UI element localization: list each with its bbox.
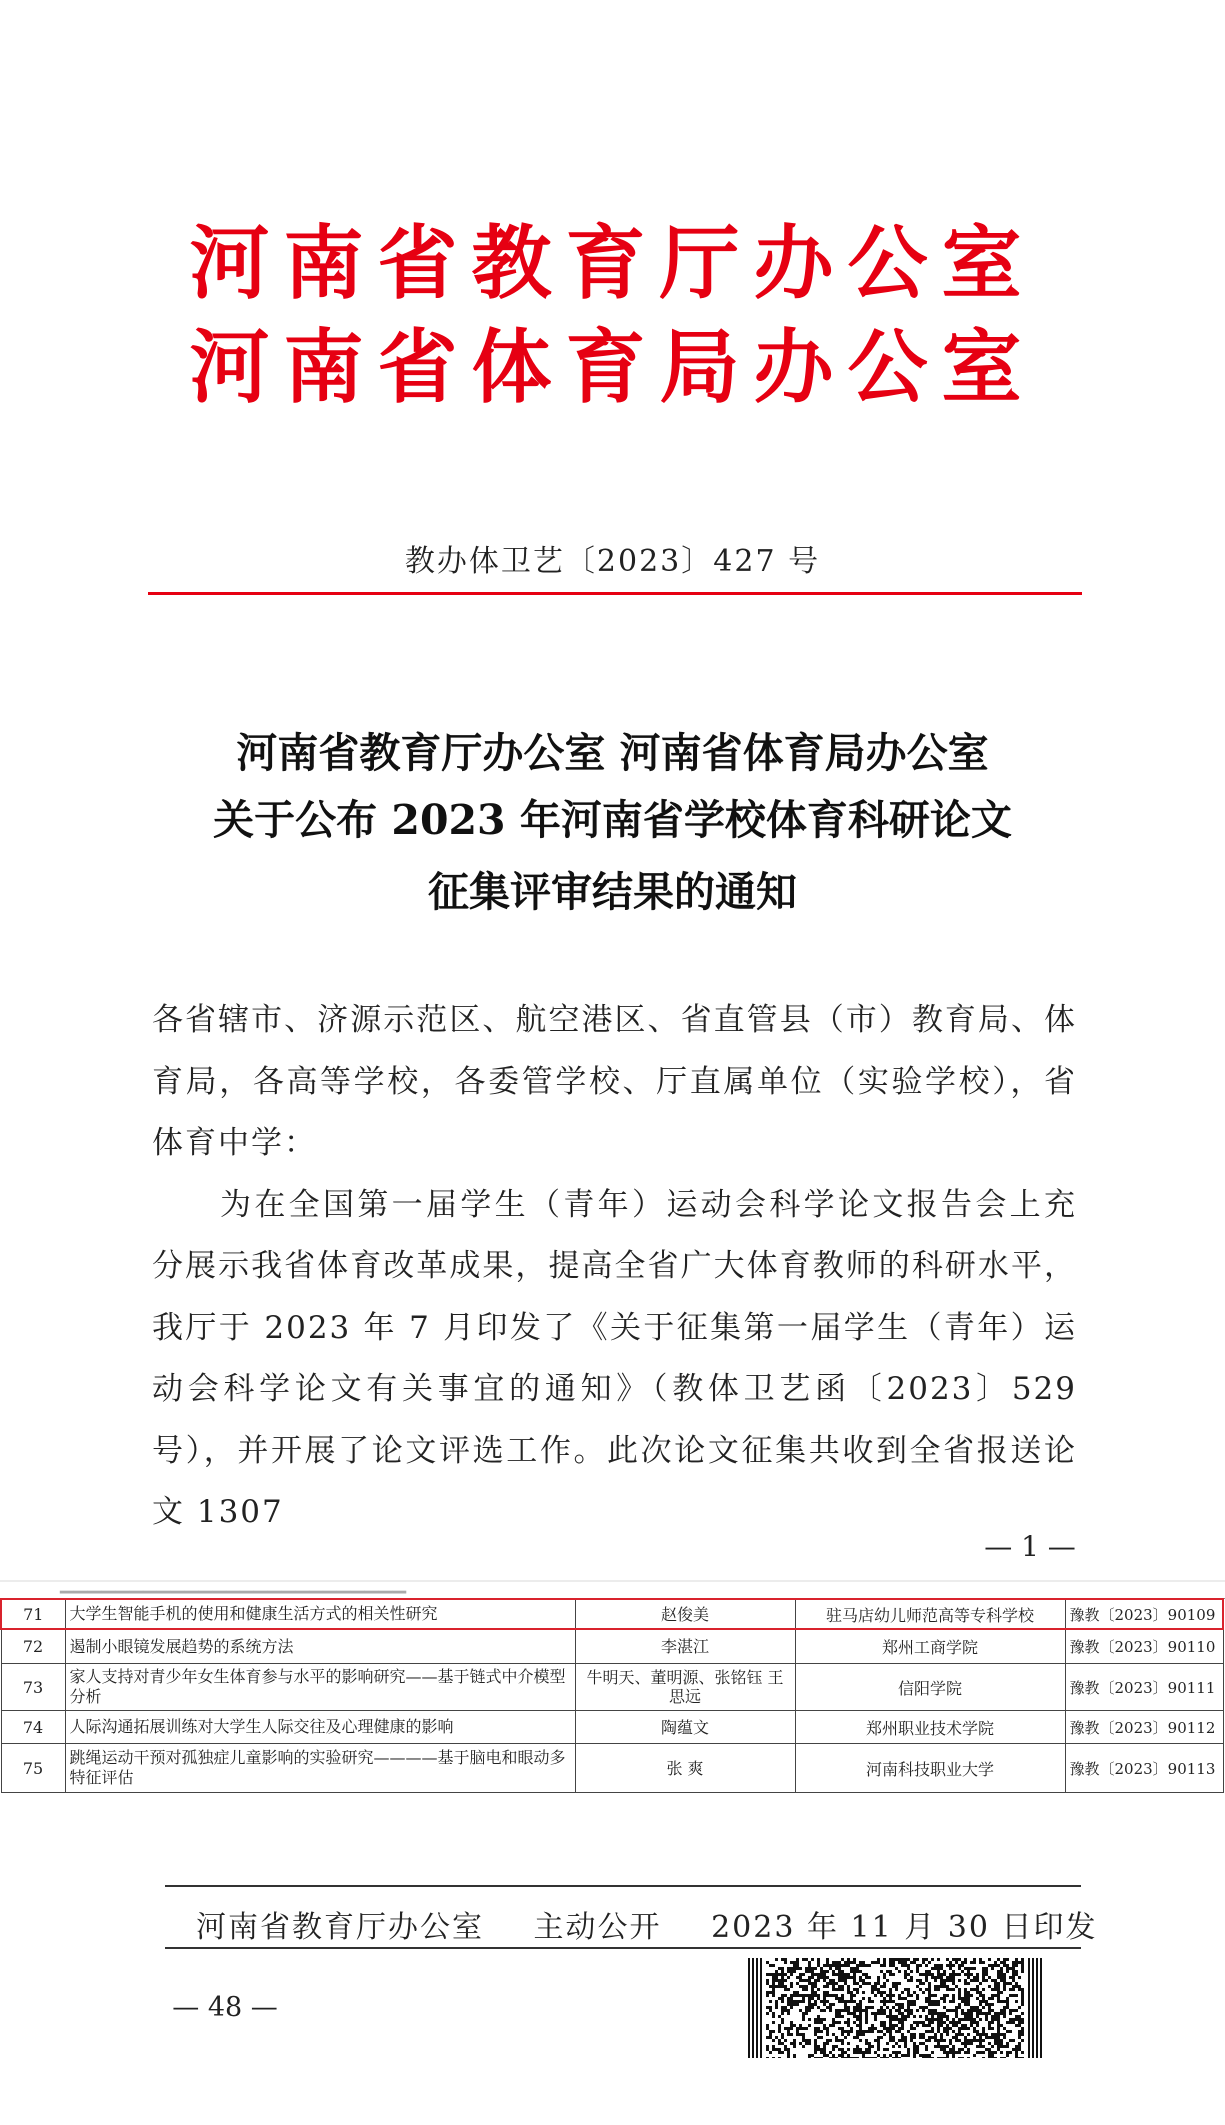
certificate-code: 豫教〔2023〕90112 (1065, 1711, 1223, 1744)
paper-author: 张 爽 (575, 1744, 795, 1793)
table-row (1, 1629, 1223, 1664)
paper-title: 大学生智能手机的使用和健康生活方式的相关性研究 (65, 1599, 575, 1629)
barcode-image (748, 1958, 1044, 2058)
certificate-code: 豫教〔2023〕90111 (1065, 1664, 1223, 1711)
row-number: 73 (1, 1664, 65, 1711)
row-number: 75 (1, 1744, 65, 1793)
table-row (1, 1711, 1223, 1744)
results-table (0, 1598, 1224, 1793)
table-row (1, 1664, 1223, 1711)
paper-title: 人际沟通拓展训练对大学生人际交往及心理健康的影响 (65, 1711, 575, 1744)
table-row (1, 1599, 1223, 1629)
document-number: 教办体卫艺〔2023〕427 号 (404, 544, 821, 579)
paper-author: 牛明天、董明源、张铭钰 王思远 (575, 1664, 795, 1711)
body-paragraph: 为在全国第一届学生（青年）运动会科学论文报告会上充分展示我省体育改革成果，提高全省广大体育教师的科研水平，我厅于 2023 年 7 月印发了《关于征集第一届学生（青年）运动会科学论文有关事宜的通知》（教体卫艺函〔2023〕529 号），并开展了论文评选工作。此次论文征集共收到全省报送论文 1307 (152, 1186, 1077, 1530)
page-number: — 48 — (172, 1992, 278, 2023)
author-unit: 信阳学院 (795, 1664, 1065, 1711)
certificate-code: 豫教〔2023〕90110 (1065, 1629, 1223, 1664)
footer-rule-top (165, 1885, 1081, 1887)
author-unit: 郑州职业技术学院 (795, 1711, 1065, 1744)
title-line-1: 河南省教育厅办公室 河南省体育局办公室 (236, 729, 989, 777)
paper-author: 赵俊美 (575, 1599, 795, 1629)
footer-disclosure: 主动公开 (533, 1910, 662, 1945)
certificate-code: 豫教〔2023〕90113 (1065, 1744, 1223, 1793)
body-text (152, 990, 1077, 1544)
footer-date: 2023 年 11 月 30 日印发 (711, 1910, 1098, 1945)
paper-author: 陶蕴文 (575, 1711, 795, 1744)
row-number: 72 (1, 1629, 65, 1664)
document-page-48 (0, 1582, 1225, 2125)
clipped-previous-row: ▁▁▁▁▁▁▁▁▁▁▁▁▁▁▁▁▁▁▁▁▁▁▁▁▁ (0, 1582, 1225, 1599)
red-header-issuer-2: 河南省体育局办公室 (189, 321, 1036, 414)
author-unit: 河南科技职业大学 (795, 1744, 1065, 1793)
addressee-paragraph: 各省辖市、济源示范区、航空港区、省直管县（市）教育局、体育局，各高等学校，各委管学校、厅直属单位（实验学校），省体育中学： (152, 1002, 1077, 1161)
paper-title: 跳绳运动干预对孤独症儿童影响的实验研究————基于脑电和眼动多特征评估 (65, 1744, 575, 1793)
issuance-footer (196, 1902, 1098, 1946)
paper-title: 遏制小眼镜发展趋势的系统方法 (65, 1629, 575, 1664)
footer-rule-bottom (165, 1947, 1081, 1949)
table-row (1, 1744, 1223, 1793)
page-number: — 1 — (984, 1530, 1076, 1563)
red-header-issuer-1: 河南省教育厅办公室 (189, 217, 1036, 310)
paper-title: 家人支持对青少年女生体育参与水平的影响研究——基于链式中介模型分析 (65, 1664, 575, 1711)
paper-author: 李湛江 (575, 1629, 795, 1664)
red-divider-line (148, 592, 1082, 595)
certificate-code: 豫教〔2023〕90109 (1065, 1599, 1223, 1629)
author-unit: 驻马店幼儿师范高等专科学校 (795, 1599, 1065, 1629)
row-number: 71 (1, 1599, 65, 1629)
title-line-2: 关于公布 2023 年河南省学校体育科研论文 (213, 796, 1012, 844)
row-number: 74 (1, 1711, 65, 1744)
author-unit: 郑州工商学院 (795, 1629, 1065, 1664)
title-line-3: 征集评审结果的通知 (428, 868, 797, 916)
footer-issuer: 河南省教育厅办公室 (196, 1910, 484, 1945)
